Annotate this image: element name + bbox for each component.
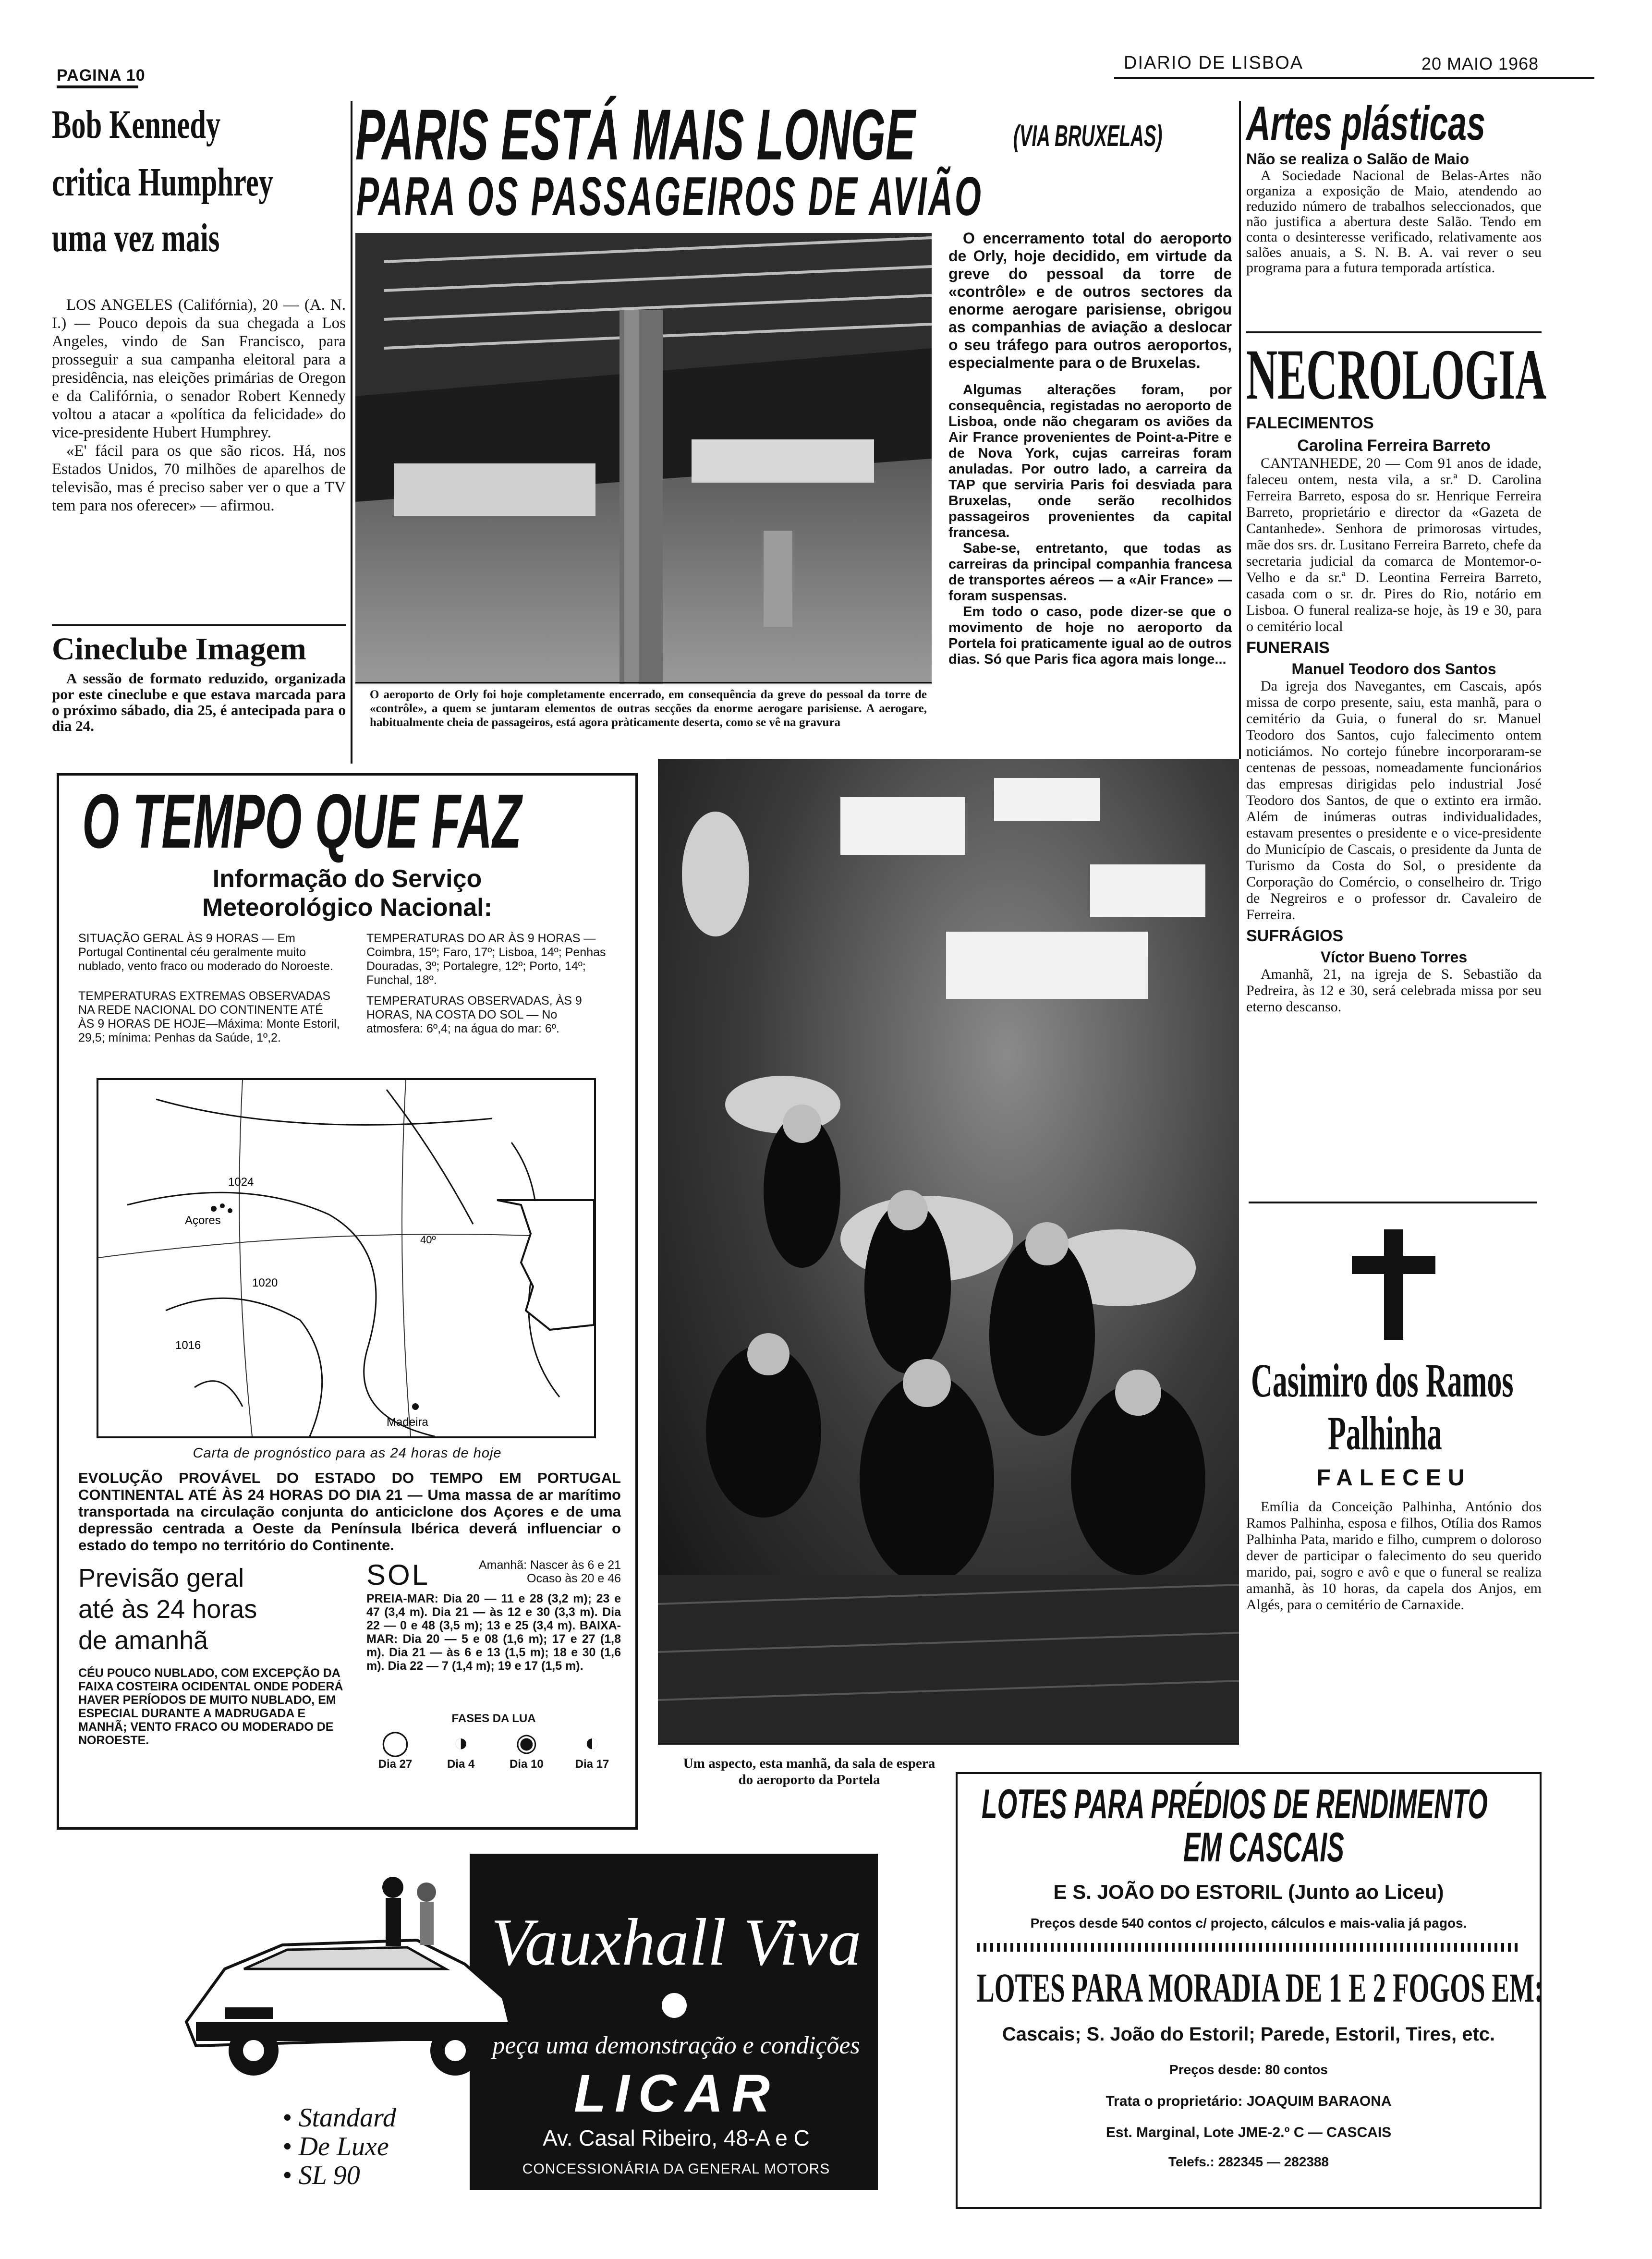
lotes-headline-1: LOTES PARA PRÉDIOS DE RENDIMENTO <box>982 1781 1488 1827</box>
map-label-lat: 40º <box>420 1234 436 1246</box>
obituary-faleceu: FALECEU <box>1316 1465 1471 1491</box>
bullet-icon: • <box>282 2161 299 2190</box>
moon-phase-date: Dia 27 <box>378 1758 413 1771</box>
lotes-precos-2: Preços desde: 80 contos <box>1169 2062 1328 2077</box>
cineclube-article <box>52 630 346 734</box>
necrologia-divider <box>1249 1202 1537 1203</box>
fases-label: FASES DA LUA <box>451 1712 536 1725</box>
vauxhall-dot <box>662 1993 687 2018</box>
lotes-ad <box>956 1772 1542 2209</box>
obituary <box>1246 1210 1542 1613</box>
lotes-precos-1: Preços desde 540 contos c/ projecto, cálculos e mais-valia já pagos. <box>1030 1916 1467 1931</box>
map-label-1016: 1016 <box>175 1339 201 1352</box>
vauxhall-brand: Vauxhall Viva <box>491 1905 862 1980</box>
car-illustration <box>167 1863 532 2113</box>
moon-phase-item <box>432 1729 490 1771</box>
issue-date: 20 MAIO 1968 <box>1421 54 1539 73</box>
model-sl90: • SL 90 <box>282 2161 360 2190</box>
map-label-madeira: Madeira <box>387 1416 428 1429</box>
moon-phase-item <box>366 1729 424 1771</box>
obituary-name-1: Casimiro dos Ramos <box>1251 1354 1514 1407</box>
cineclube-headline: Cineclube Imagem <box>52 632 306 667</box>
moon-phases <box>366 1729 621 1771</box>
newspaper-name: DIARIO DE LISBOA <box>1124 53 1304 73</box>
funerais-label: FUNERAIS <box>1246 639 1330 657</box>
lotes-location: E S. JOÃO DO ESTORIL (Junto ao Liceu) <box>1053 1881 1444 1903</box>
sol-label: SOL <box>366 1559 430 1591</box>
artes-headline: Artes plásticas <box>1246 97 1486 150</box>
left-column-rule <box>351 101 352 764</box>
artes-divider <box>1246 331 1542 333</box>
sol-text: Amanhã: Nascer às 6 e 21 Ocaso às 20 e 46 <box>479 1558 621 1585</box>
previsao-line-1: Previsão geral <box>78 1564 244 1592</box>
kennedy-body: LOS ANGELES (Califórnia), 20 — (A. N. I.) — Pouco depois da sua chegada a Los Angeles, vindo de San Francisco, para prosseguir a sua campanha eleitoral para a presidência, nas eleições primárias de Oregon e da Califórnia, o senador Robert Kennedy voltou a atacar a «política da felicidade» do vice-presidente Hubert Humphrey. <box>52 296 346 441</box>
orly-photo-illustration <box>355 233 932 684</box>
orly-photo <box>355 233 932 684</box>
licar-concession: CONCESSIONÁRIA DA GENERAL MOTORS <box>522 2161 830 2177</box>
paris-para-3: Em todo o caso, pode dizer-se que o movimento de hoje no aeroporto da Portela foi praticamente igual ao de outros dias. Só que Paris fica agora mais longe... <box>948 604 1232 667</box>
carolina-body: CANTANHEDE, 20 — Com 91 anos de idade, faleceu ontem, nesta vila, a sr.ª D. Carolina Ferreira Barreto, esposa do sr. Henrique Ferreira Barreto, proprietário e director da «Gazeta de Cantanhede». Senhora de primorosas virtudes, mãe dos srs. dr. Lusitano Ferreira Barreto, chefe da secretaria judicial da comarca de Montemor-o-Velho e da sr.ª D. Leontina Ferreira Barreto, casada com o sr. dr. Pires do Rio, notário em Lisboa. O funeral realiza-se hoje, às 19 e 30, para o cemitério local <box>1246 455 1542 634</box>
artes-article <box>1246 98 1542 276</box>
paris-text <box>948 230 1232 668</box>
portela-photo-rule <box>658 1743 1239 1745</box>
weather-box <box>57 773 638 1830</box>
previsao-line-2: até às 24 horas <box>78 1595 257 1624</box>
lotes-phones: Telefs.: 282345 — 282388 <box>1168 2154 1329 2169</box>
map-label-1020: 1020 <box>252 1276 278 1289</box>
paris-headline-aside: (VIA BRUXELAS) <box>1013 120 1163 153</box>
previsao-line-3: de amanhã <box>78 1626 208 1655</box>
portela-photo <box>658 759 1239 1743</box>
necrologia-headline: NECROLOGIA <box>1246 335 1547 414</box>
kennedy-divider <box>52 624 346 626</box>
paris-headline-1: PARIS ESTÁ MAIS LONGE <box>355 94 916 175</box>
bullet-icon: • <box>282 2103 299 2133</box>
paris-para-1: Algumas alterações foram, por consequência, registadas no aeroporto de Lisboa, onde não chegaram os aviões da Air France provenientes de Point-a-Pitre e de Nova York, cujas carreiras foram anuladas. Por outro lado, a carreira da TAP que serviria Paris foi desviada para Bruxelas, onde serão recolhidos passageiros provenientes da capital francesa. <box>948 382 1232 540</box>
lotes-address: Est. Marginal, Lote JME-2.º C — CASCAIS <box>1105 2125 1392 2140</box>
victor-body: Amanhã, 21, na igreja de S. Sebastião da Pedreira, às 12 e 30, será celebrada missa por seu eterno descanso. <box>1246 966 1542 1015</box>
page-number-underline <box>57 85 138 88</box>
weather-evolucao: EVOLUÇÃO PROVÁVEL DO ESTADO DO TEMPO EM PORTUGAL CONTINENTAL ATÉ ÀS 24 HORAS DO DIA 21 — Uma massa de ar marítimo transportada na circulação conjunta do anticiclone dos Açores e de uma depressão centrada a Oeste da Península Ibérica deverá influenciar o estado do tempo no território do Continente. <box>78 1470 621 1554</box>
moon-phase-date: Dia 10 <box>509 1758 544 1771</box>
lotes-trata: Trata o proprietário: JOAQUIM BARAONA <box>1105 2093 1392 2109</box>
vauxhall-models <box>282 2103 455 2190</box>
vauxhall-ad <box>138 1854 878 2190</box>
necrologia-section <box>1246 335 1547 1015</box>
map-caption: Carta de prognóstico para as 24 horas de hoje <box>193 1445 502 1461</box>
moon-phase-date: Dia 4 <box>447 1758 475 1771</box>
orly-caption: O aeroporto de Orly foi hoje completamente encerrado, em consequência da greve do pessoal da torre de «contrôle», a quem se juntaram elementos de outras secções da enorme aerogare parisiense. A aerogare, habitualmente cheia de passageiros, está agora pràticamente deserta, como se vê na gravura <box>370 688 927 729</box>
licar-address: Av. Casal Ribeiro, 48-A e C <box>543 2125 810 2150</box>
kennedy-headline-1: Bob Kennedy <box>52 102 221 147</box>
lotes-places: Cascais; S. João do Estoril; Parede, Estoril, Tires, etc. <box>1002 2024 1495 2045</box>
manuel-name: Manuel Teodoro dos Santos <box>1291 660 1496 678</box>
model-standard: • Standard <box>282 2103 396 2133</box>
first-quarter-icon: ◐ <box>584 1729 600 1757</box>
paris-lead: O encerramento total do aeroporto de Orly, hoje decidido, em virtude da greve do pessoal da torre de «contrôle» e de outros sectores da enorme aerogare parisiense, obrigou as companhias de aviação a deslocar o seu tráfego para outros aeroportos, especialmente para o de Bruxelas. <box>948 230 1232 371</box>
manuel-body: Da igreja dos Navegantes, em Cascais, após missa de corpo presente, saiu, esta manhã, para o cemitério da Guia, o funeral do sr. Manuel Teodoro dos Santos, cujo falecimento ontem noticiámos. No cortejo fúnebre incorporaram-se centenas de pessoas, nomeadamente funcionários das empresas dirigidas pelo industrial José Teodoro dos Santos, de que o extinto era irmão. Além de inúmeras outras individualidades, estavam presentes o presidente e o vice-presidente do Município de Cascais, o presidente da Junta de Turismo da Costa do Sol, o presidente da Corporação do Comércio, o conselheiro dr. Trigo de Negreiros e o professor dr. Cavaleiro de Ferreira. <box>1246 678 1542 923</box>
artes-subhead: Não se realiza o Salão de Maio <box>1246 150 1470 168</box>
lotes-headline-2: EM CASCAIS <box>1183 1824 1344 1870</box>
lotes-separator <box>977 1943 1519 1952</box>
falecimentos-label: FALECIMENTOS <box>1246 414 1374 432</box>
carolina-name: Carolina Ferreira Barreto <box>1297 437 1491 455</box>
weather-subhead-1: Informação do Serviço <box>212 865 482 893</box>
cross-icon <box>1246 1210 1542 1354</box>
previsao-body: CÉU POUCO NUBLADO, COM EXCEPÇÃO DA FAIXA COSTEIRA OCIDENTAL ONDE PODERÁ HAVER PERÍODOS DE MUITO NUBLADO, EM ESPECIAL DURANTE A MADRUGADA E MANHÃ; VENTO FRACO OU MODERADO DE NOROESTE. <box>78 1666 343 1747</box>
portela-photo-illustration <box>658 759 1239 1743</box>
obituary-name-2: Palhinha <box>1328 1407 1442 1460</box>
kennedy-headline-3: uma vez mais <box>52 216 220 260</box>
weather-ar: TEMPERATURAS DO AR ÀS 9 HORAS — Coimbra, 15º; Faro, 17º; Lisboa, 14º; Penhas Douradas, 3º; Portalegre, 12º; Porto, 14º; Funchal, 18º. <box>366 932 606 987</box>
kennedy-body-2: «E' fácil para os que são ricos. Há, nos Estados Unidos, 70 milhões de aparelhos de televisão, mas é preciso saber ver o que a TV tem para nos oferecer» — afirmou. <box>52 442 346 514</box>
full-moon-icon: ◯ <box>381 1729 410 1757</box>
new-moon-icon: ◉ <box>515 1729 537 1757</box>
sufragios-label: SUFRÁGIOS <box>1246 927 1344 945</box>
kennedy-article <box>52 101 346 515</box>
cineclube-body: A sessão de formato reduzido, organizada por este cineclube e que estava marcada para o próximo sábado, dia 25, é antecipada para o dia 24. <box>52 670 346 734</box>
obituary-body: Emília da Conceição Palhinha, António dos Ramos Palhinha, esposa e filhos, Otília dos Ramos Palhinha Pata, marido e filho, cumprem o doloroso dever de participar o falecimento do seu querido marido, pai, sogro e avô e que o funeral se realiza amanhã, às 10 horas, da capela dos Anjos, em Algés, para o cemitério de Carnaxide. <box>1246 1499 1542 1613</box>
portela-caption: Um aspecto, esta manhã, da sala de espera do aeroporto da Portela <box>683 1756 935 1787</box>
masthead-rule <box>1114 77 1594 79</box>
weather-situacao: SITUAÇÃO GERAL ÀS 9 HORAS — Em Portugal Continental céu geralmente muito nublado, vento fraco ou moderado do Noroeste. <box>78 932 333 973</box>
weather-headline: O TEMPO QUE FAZ <box>82 778 522 864</box>
vauxhall-tagline: peça uma demonstração e condições <box>492 2032 860 2059</box>
moon-phase-item <box>498 1729 555 1771</box>
weather-map <box>97 1078 596 1438</box>
artes-body: A Sociedade Nacional de Belas-Artes não organiza a exposição de Maio, atendendo ao reduzido número de trabalhos seleccionados, que não justifica a abertura deste Salão. Tendo em conta o desinteresse verificado, relativamente aos salões anuais, a S. N. B. A. vai rever o seu programa para a futura temporada artística. <box>1246 168 1542 276</box>
page-number: PAGINA 10 <box>57 66 146 85</box>
licar-logo: LICAR <box>573 2064 779 2123</box>
weather-subhead-2: Meteorológico Nacional: <box>202 894 492 922</box>
lotes-headline-3: LOTES PARA MORADIA DE 1 E 2 FOGOS EM: <box>977 1965 1543 2011</box>
moon-phase-item <box>563 1729 621 1771</box>
model-de-luxe: • De Luxe <box>282 2132 389 2162</box>
paris-headline-2: PARA OS PASSAGEIROS DE AVIÃO <box>356 166 983 227</box>
weather-extremas: TEMPERATURAS EXTREMAS OBSERVADAS NA REDE NACIONAL DO CONTINENTE ATÉ ÀS 9 HORAS DE HOJE—Máxima: Monte Estoril, 29,5; mínima: Penhas da Saúde, 1º,2. <box>78 989 340 1044</box>
weather-costa: TEMPERATURAS OBSERVADAS, ÀS 9 HORAS, NA COSTA DO SOL — No atmosfera: 6º,4; na água do mar: 6º. <box>366 994 582 1035</box>
bullet-icon: • <box>282 2132 299 2162</box>
tides-text: PREIA-MAR: Dia 20 — 11 e 28 (3,2 m); 23 e 47 (3,4 m). Dia 21 — às 12 e 30 (3,3 m). Dia 22 — 0 e 48 (3,5 m); 13 e 25 (3,4 m). BAIXA-MAR: Dia 20 — 5 e 08 (1,6 m); 17 e 27 (1,8 m). Dia 21 — às 6 e 13 (1,5 m); 18 e 30 (1,6 m). Dia 22 — 7 (1,4 m); 19 e 17 (1,5 m). <box>366 1592 621 1673</box>
kennedy-headline-2: critica Humphrey <box>52 160 273 205</box>
moon-phase-date: Dia 17 <box>575 1758 609 1771</box>
right-column-rule <box>1239 101 1241 759</box>
paris-para-2: Sabe-se, entretanto, que todas as carreiras da principal companhia francesa de transportes aéreos — a «Air France» — foram suspensas. <box>948 541 1232 604</box>
map-label-acores: Açores <box>185 1214 221 1227</box>
victor-name: Víctor Bueno Torres <box>1320 948 1468 966</box>
map-label-1024: 1024 <box>228 1176 254 1189</box>
orly-caption-top <box>355 682 932 683</box>
last-quarter-icon: ◑ <box>453 1729 469 1757</box>
